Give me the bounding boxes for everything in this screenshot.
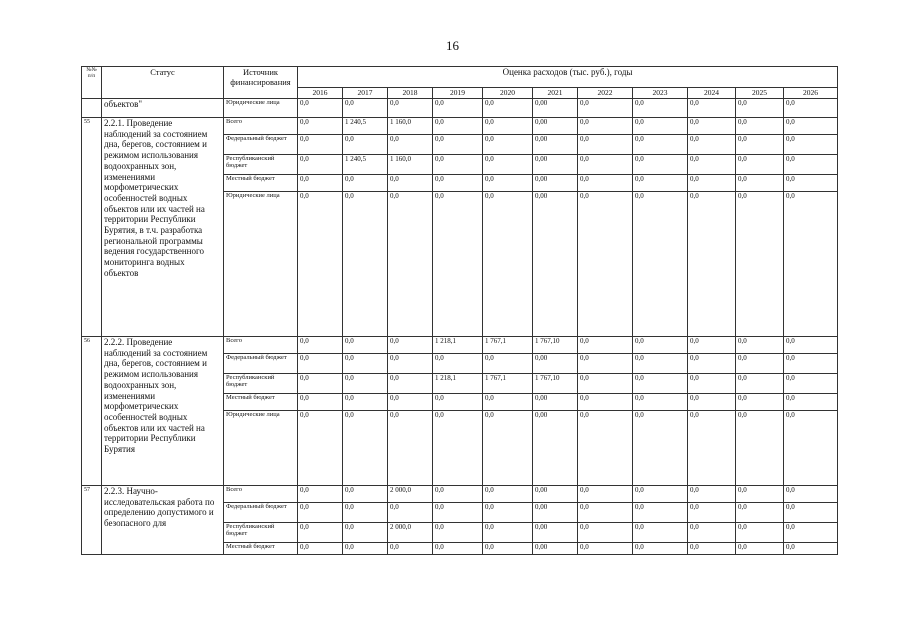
expense-value: 0,0 (736, 192, 784, 337)
funding-source: Всего (224, 118, 298, 135)
expense-value: 0,0 (388, 411, 433, 486)
expense-value: 0,0 (298, 192, 343, 337)
expense-value: 0,00 (533, 411, 578, 486)
funding-source: Федеральный бюджет (224, 354, 298, 374)
expense-value: 0,0 (688, 155, 736, 175)
expense-value: 0,00 (533, 118, 578, 135)
expense-value: 0,0 (578, 155, 633, 175)
expense-value: 0,0 (433, 486, 483, 503)
expense-value: 0,00 (533, 543, 578, 555)
expense-value: 0,0 (784, 175, 838, 192)
expense-value: 0,0 (736, 155, 784, 175)
expense-value: 0,0 (784, 99, 838, 118)
expense-value: 0,0 (483, 192, 533, 337)
expense-value: 0,0 (433, 99, 483, 118)
expense-value: 0,0 (483, 503, 533, 523)
expense-value: 0,0 (784, 155, 838, 175)
expense-value: 0,0 (388, 337, 433, 354)
page-number: 16 (446, 38, 459, 53)
expense-value: 0,0 (483, 155, 533, 175)
expense-value: 1 240,5 (343, 155, 388, 175)
measure-status: 2.2.3. Научно-исследовательская работа по определению допустимого и безопасного для (102, 486, 224, 555)
measure-number (82, 99, 102, 118)
expense-value: 0,0 (433, 523, 483, 543)
expense-value: 0,0 (633, 523, 688, 543)
expense-value: 0,0 (688, 374, 736, 394)
year-header: 2020 (483, 88, 533, 99)
expense-value: 0,0 (343, 411, 388, 486)
expense-value: 0,0 (578, 411, 633, 486)
expense-value: 0,0 (298, 118, 343, 135)
expense-value: 0,0 (578, 99, 633, 118)
expense-value: 0,0 (784, 503, 838, 523)
expense-value: 0,0 (688, 486, 736, 503)
table-body (82, 99, 838, 555)
expense-value: 0,0 (388, 374, 433, 394)
expense-value: 0,0 (343, 486, 388, 503)
expense-value: 0,0 (736, 118, 784, 135)
expense-value: 0,0 (298, 354, 343, 374)
expense-value: 0,0 (736, 135, 784, 155)
measure-number: 55 (82, 118, 102, 337)
funding-source: Юридические лица (224, 99, 298, 118)
year-header: 2024 (688, 88, 736, 99)
expense-value: 0,0 (578, 135, 633, 155)
expense-value: 0,0 (298, 523, 343, 543)
expense-value: 1 218,1 (433, 374, 483, 394)
expense-value: 1 767,10 (533, 374, 578, 394)
expense-value: 0,0 (688, 118, 736, 135)
expense-value: 0,00 (533, 354, 578, 374)
expense-value: 0,0 (688, 394, 736, 411)
expense-value: 0,0 (388, 503, 433, 523)
expense-value: 0,0 (784, 118, 838, 135)
expense-value: 0,0 (736, 337, 784, 354)
expense-value: 0,0 (433, 155, 483, 175)
funding-source: Местный бюджет (224, 543, 298, 555)
measure-status: 2.2.1. Проведение наблюдений за состоянием дна, берегов, состоянием и режимом использования водоохранных зон, изменениями морфометрических особенностей водных объектов или их частей на территории Республики Бурятия, в т.ч. разработка региональной программы ведения государственного мониторинга водных объектов (102, 118, 224, 337)
expense-value: 0,00 (533, 135, 578, 155)
expense-value: 0,00 (533, 99, 578, 118)
expense-value: 0,0 (343, 135, 388, 155)
expense-value: 0,0 (633, 192, 688, 337)
expense-value: 0,0 (298, 175, 343, 192)
expense-value: 0,0 (388, 354, 433, 374)
expense-value: 0,0 (578, 118, 633, 135)
expense-value: 0,00 (533, 155, 578, 175)
expense-value: 0,0 (784, 354, 838, 374)
expense-value: 0,0 (736, 175, 784, 192)
expense-value: 0,0 (343, 192, 388, 337)
expense-value: 0,0 (633, 486, 688, 503)
expense-value: 0,0 (784, 411, 838, 486)
expense-value: 0,00 (533, 175, 578, 192)
expense-value: 0,0 (784, 394, 838, 411)
expense-value: 0,0 (433, 354, 483, 374)
expense-value: 0,0 (736, 394, 784, 411)
expense-value: 0,0 (578, 337, 633, 354)
expense-value: 0,0 (298, 543, 343, 555)
expense-value: 2 000,0 (388, 486, 433, 503)
expense-value: 0,0 (433, 543, 483, 555)
expense-value: 1 160,0 (388, 118, 433, 135)
expense-value: 0,0 (688, 503, 736, 523)
expense-value: 0,0 (633, 411, 688, 486)
funding-source: Федеральный бюджет (224, 503, 298, 523)
expense-value: 0,0 (633, 394, 688, 411)
expense-value: 0,0 (633, 99, 688, 118)
table-row (82, 337, 838, 354)
funding-source: Республиканский бюджет (224, 155, 298, 175)
expense-value: 0,0 (343, 99, 388, 118)
expense-value: 0,0 (298, 374, 343, 394)
expense-value: 0,0 (433, 411, 483, 486)
expense-value: 0,0 (343, 523, 388, 543)
funding-source: Республиканский бюджет (224, 374, 298, 394)
year-header: 2018 (388, 88, 433, 99)
expense-value: 0,0 (578, 503, 633, 523)
expense-value: 0,0 (633, 337, 688, 354)
expense-value: 0,0 (483, 394, 533, 411)
expense-value: 0,0 (688, 543, 736, 555)
expense-value: 0,0 (784, 337, 838, 354)
expense-value: 1 767,1 (483, 374, 533, 394)
year-header: 2022 (578, 88, 633, 99)
expense-value: 0,0 (578, 175, 633, 192)
expense-value: 0,0 (688, 354, 736, 374)
expense-value: 0,0 (633, 354, 688, 374)
expense-value: 0,0 (688, 411, 736, 486)
expense-value: 0,0 (483, 486, 533, 503)
expense-value: 0,0 (433, 135, 483, 155)
expense-value: 0,0 (633, 175, 688, 192)
expense-value: 0,0 (688, 135, 736, 155)
expense-value: 0,00 (533, 523, 578, 543)
expense-value: 0,0 (433, 192, 483, 337)
budget-table (81, 66, 838, 555)
year-header: 2016 (298, 88, 343, 99)
year-header: 2026 (784, 88, 838, 99)
expense-value: 0,0 (483, 411, 533, 486)
year-header: 2025 (736, 88, 784, 99)
year-header: 2023 (633, 88, 688, 99)
header-source: Источник финансирования (224, 67, 298, 99)
funding-source: Всего (224, 337, 298, 354)
expense-value: 0,0 (343, 337, 388, 354)
expense-value: 1 218,1 (433, 337, 483, 354)
expense-value: 0,0 (483, 523, 533, 543)
expense-value: 0,0 (343, 175, 388, 192)
funding-source: Местный бюджет (224, 175, 298, 192)
expense-value: 0,0 (736, 374, 784, 394)
expense-value: 1 767,10 (533, 337, 578, 354)
expense-value: 0,0 (343, 374, 388, 394)
expense-value: 0,0 (433, 503, 483, 523)
expense-value: 0,0 (483, 543, 533, 555)
expense-value: 0,0 (388, 135, 433, 155)
expense-value: 0,0 (388, 543, 433, 555)
expense-value: 0,0 (688, 175, 736, 192)
expense-value: 0,0 (736, 411, 784, 486)
funding-source: Всего (224, 486, 298, 503)
expense-value: 0,0 (633, 374, 688, 394)
expense-value: 0,0 (578, 354, 633, 374)
expense-value: 1 160,0 (388, 155, 433, 175)
expense-value: 0,0 (433, 175, 483, 192)
expense-value: 1 767,1 (483, 337, 533, 354)
expense-value: 0,0 (784, 523, 838, 543)
funding-source: Местный бюджет (224, 394, 298, 411)
expense-value: 0,0 (483, 118, 533, 135)
header-row (82, 67, 838, 88)
expense-value: 1 240,5 (343, 118, 388, 135)
expense-value: 0,0 (633, 503, 688, 523)
expense-value: 0,0 (298, 503, 343, 523)
funding-source: Юридические лица (224, 192, 298, 337)
expense-value: 0,0 (578, 543, 633, 555)
expense-value: 0,0 (688, 523, 736, 543)
expense-value: 0,0 (688, 192, 736, 337)
expense-value: 0,0 (784, 543, 838, 555)
expense-value: 0,0 (578, 523, 633, 543)
funding-source: Республиканский бюджет (224, 523, 298, 543)
expense-value: 0,0 (736, 354, 784, 374)
expense-value: 0,0 (483, 99, 533, 118)
expense-value: 0,0 (483, 135, 533, 155)
expense-value: 0,0 (298, 155, 343, 175)
expense-value: 0,0 (736, 99, 784, 118)
year-header: 2017 (343, 88, 388, 99)
expense-value: 0,0 (736, 543, 784, 555)
expense-value: 0,0 (633, 543, 688, 555)
expense-value: 0,0 (736, 523, 784, 543)
expense-value: 0,0 (736, 486, 784, 503)
expense-value: 0,0 (784, 374, 838, 394)
expense-value: 0,0 (784, 135, 838, 155)
expense-value: 0,0 (343, 543, 388, 555)
funding-source: Юридические лица (224, 411, 298, 486)
expense-value: 0,00 (533, 394, 578, 411)
expense-value: 0,0 (343, 503, 388, 523)
expense-value: 0,0 (298, 135, 343, 155)
header-status: Статус (102, 67, 224, 99)
expense-value: 0,0 (388, 175, 433, 192)
expense-value: 0,00 (533, 486, 578, 503)
year-header: 2021 (533, 88, 578, 99)
table-row (82, 118, 838, 135)
expense-value: 0,0 (688, 99, 736, 118)
year-header: 2019 (433, 88, 483, 99)
expense-value: 0,0 (633, 135, 688, 155)
measure-number: 56 (82, 337, 102, 486)
expense-value: 0,0 (298, 99, 343, 118)
header-num: №№ п/п (82, 67, 102, 99)
expense-value: 0,0 (298, 394, 343, 411)
measure-number: 57 (82, 486, 102, 555)
table-row (82, 99, 838, 118)
header-expense-title: Оценка расходов (тыс. руб.), годы (298, 67, 838, 88)
expense-value: 0,0 (298, 486, 343, 503)
expense-value: 0,0 (578, 394, 633, 411)
expense-value: 0,0 (736, 503, 784, 523)
expense-value: 0,0 (578, 374, 633, 394)
funding-source: Федеральный бюджет (224, 135, 298, 155)
measure-status: 2.2.2. Проведение наблюдений за состоянием дна, берегов, состоянием и режимом использования водоохранных зон, изменениями морфометрических особенностей водных объектов или их частей на территории Республики Бурятия (102, 337, 224, 486)
expense-value: 0,0 (578, 192, 633, 337)
expense-value: 0,0 (298, 337, 343, 354)
expense-value: 0,0 (388, 394, 433, 411)
expense-value: 0,0 (483, 354, 533, 374)
expense-value: 0,0 (633, 155, 688, 175)
expense-value: 0,0 (784, 486, 838, 503)
expense-value: 0,00 (533, 192, 578, 337)
expense-value: 0,0 (433, 118, 483, 135)
expense-value: 0,0 (688, 337, 736, 354)
expense-value: 0,0 (388, 192, 433, 337)
expense-value: 0,0 (298, 411, 343, 486)
expense-value: 0,0 (343, 394, 388, 411)
expense-value: 2 000,0 (388, 523, 433, 543)
measure-status: объектов" (102, 99, 224, 118)
expense-value: 0,0 (633, 118, 688, 135)
expense-value: 0,0 (433, 394, 483, 411)
expense-value: 0,0 (784, 192, 838, 337)
expense-value: 0,0 (483, 175, 533, 192)
expense-value: 0,0 (343, 354, 388, 374)
expense-value: 0,0 (578, 486, 633, 503)
table-row (82, 486, 838, 503)
expense-value: 0,00 (533, 503, 578, 523)
expense-value: 0,0 (388, 99, 433, 118)
